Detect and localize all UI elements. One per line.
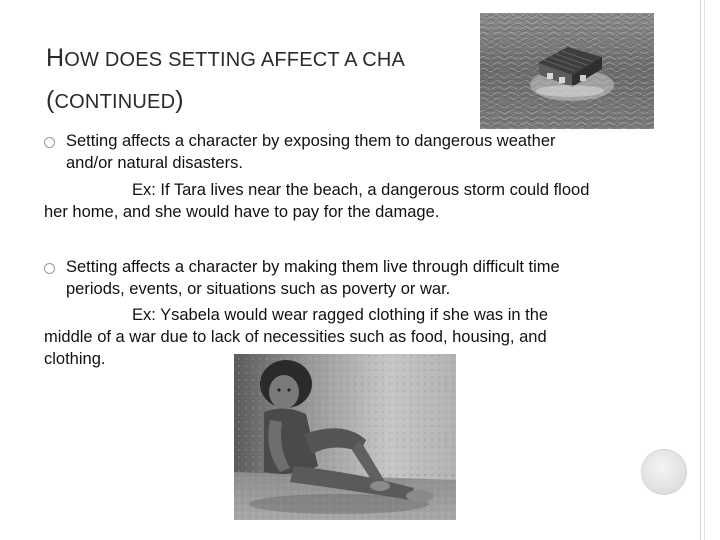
bullet-2-line-2: periods, events, or situations such as poverty or war. bbox=[66, 280, 451, 298]
bullet-1-example-line-2: her home, and she would have to pay for the damage. bbox=[44, 203, 440, 221]
house-in-flood-image bbox=[480, 13, 654, 129]
bullet-2-example-line-2: middle of a war due to lack of necessities such as food, housing, and bbox=[44, 328, 547, 346]
child-sitting-image bbox=[234, 354, 456, 520]
bullet-icon bbox=[44, 263, 55, 274]
bullet-2-example-line-1: Ex: Ysabela would wear ragged clothing if she was in the bbox=[132, 306, 549, 324]
slide-border-line-inner bbox=[704, 0, 705, 540]
slide-title bbox=[46, 38, 486, 122]
bullet-2-example-line-3: clothing. bbox=[44, 350, 106, 368]
slide-border-line bbox=[700, 0, 701, 540]
bullet-2-line-1: Setting affects a character by making them live through difficult time bbox=[66, 258, 560, 276]
bullet-1-line-1: Setting affects a character by exposing them to dangerous weather bbox=[66, 132, 556, 150]
title-line-2: (CONTINUED) bbox=[46, 86, 184, 114]
bullet-icon bbox=[44, 137, 55, 148]
bullet-1-example-line-1: Ex: If Tara lives near the beach, a dangerous storm could flood bbox=[132, 181, 590, 199]
title-line-1: HOW DOES SETTING AFFECT A CHA bbox=[46, 44, 406, 72]
bullet-1-line-2: and/or natural disasters. bbox=[66, 154, 244, 172]
decorative-circle bbox=[641, 449, 687, 495]
